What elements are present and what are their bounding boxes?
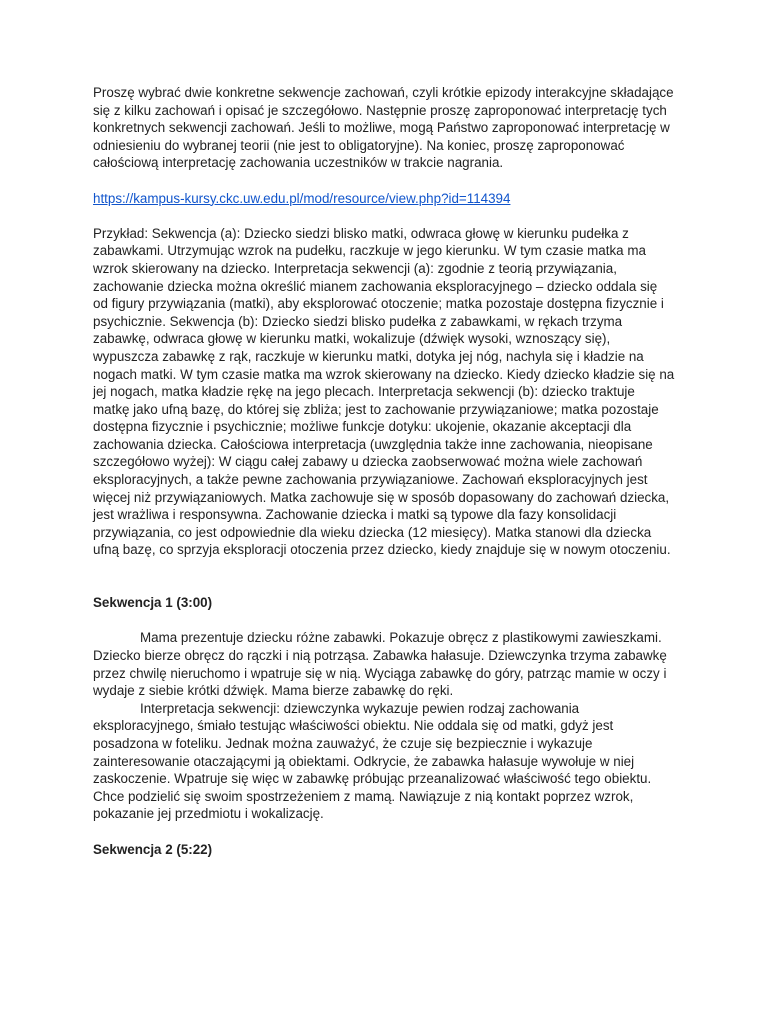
spacer [93,559,675,594]
sequence-2-heading: Sekwencja 2 (5:22) [93,841,213,857]
resource-link[interactable]: https://kampus-kursy.ckc.uw.edu.pl/mod/resource/view.php?id=114394 [93,190,511,206]
sequence-1-interpretation: Interpretacja sekwencji: dziewczynka wykazuje pewien rodzaj zachowania eksploracyjnego, śmiało testując właściwości obiektu. Nie oddala się od matki, gdyż jest posadzona w foteliku. Jednak można zauważyć, że czuje się bezpiecznie i wykazuje zainteresowanie otaczającymi ją obiektami. Odkrycie, że zabawka hałasuje wywołuje w niej zaskoczenie. Wpatruje się więc w zabawkę próbując przeanalizować właściwość tego obiektu. Chce podzielić się swoim spostrzeżeniem z mamą. Nawiązuje z nią kontakt poprzez wzrok, pokazanie jej przedmiotu i wokalizację. [93,700,652,822]
sequence-1-heading: Sekwencja 1 (3:00) [93,595,213,611]
spacer [93,823,675,841]
spacer [93,207,675,225]
sequence-1-description: Mama prezentuje dziecku różne zabawki. Pokazuje obręcz z plastikowymi zawieszkami. Dziecko bierze obręcz do rączki i nią potrząsa. Zabawka hałasuje. Dziewczynka trzyma zabawkę przez chwilę nieruchomo i wpatruje się w nią. Wyciąga zabawkę do góry, patrząc mamie w oczy i wydaje z siebie krótki dźwięk. Mama bierze zabawkę do ręki. [93,630,667,699]
spacer [93,172,675,190]
resource-link-paragraph [93,190,675,208]
document-page [93,84,675,858]
spacer [93,612,675,630]
example-paragraph: Przykład: Sekwencja (a): Dziecko siedzi blisko matki, odwraca głowę w kierunku pudełka z zabawkami. Utrzymując wzrok na pudełku, raczkuje w jego kierunku. W tym czasie matka ma wzrok skierowany na dziecko. Interpretacja sekwencji (a): zgodnie z teorią przywiązania, zachowanie dziecka można określić mianem zachowania eksploracyjnego – dziecko oddala się od figury przywiązania (matki), aby eksplorować otoczenie; matka pozostaje dostępna fizycznie i psychicznie. Sekwencja (b): Dziecko siedzi blisko pudełka z zabawkami, w rękach trzyma zabawkę, odwraca głowę w kierunku matki, wokalizuje (dźwięk wysoki, wznoszący się), wypuszcza zabawkę z rąk, raczkuje w kierunku matki, dotyka jej nóg, nachyla się i kładzie na nogach matki. W tym czasie matka ma wzrok skierowany na dziecko. Kiedy dziecko kładzie się na jej nogach, matka kładzie rękę na jego plecach. Interpretacja sekwencji (b): dziecko traktuje matkę jako ufną bazę, do której się zbliża; jest to zachowanie przywiązaniowe; matka pozostaje dostępna fizycznie i psychicznie; możliwe funkcje dotyku: ukojenie, okazanie akceptacji dla zachowania dziecka. Całościowa interpretacja (uwzględnia także inne zachowania, nieopisane szczegółowo wyżej): W ciągu całej zabawy u dziecka zaobserwować można wiele zachowań eksploracyjnych, a także pewne zachowania przywiązaniowe. Zachowań eksploracyjnych jest więcej niż przywiązaniowych. Matka zachowuje się w sposób dopasowany do zachowań dziecka, jest wrażliwa i responsywna. Zachowanie dziecka i matki są typowe dla fazy konsolidacji przywiązania, co jest odpowiednie dla wieku dziecka (12 miesięcy). Matka stanowi dla dziecka ufną bazę, co sprzyja eksploracji otoczenia przez dziecko, kiedy znajduje się w nowym otoczeniu. [93,225,675,558]
instructions-paragraph: Proszę wybrać dwie konkretne sekwencje zachowań, czyli krótkie epizody interakcyjne składające się z kilku zachowań i opisać je szczegółowo. Następnie proszę zaproponować interpretację tych konkretnych sekwencji zachowań. Jeśli to możliwe, mogą Państwo zaproponować interpretację w odniesieniu do wybranej teorii (nie jest to obligatoryjne). Na koniec, proszę zaproponować całościową interpretację zachowania uczestników w trakcie nagrania. [93,85,674,171]
